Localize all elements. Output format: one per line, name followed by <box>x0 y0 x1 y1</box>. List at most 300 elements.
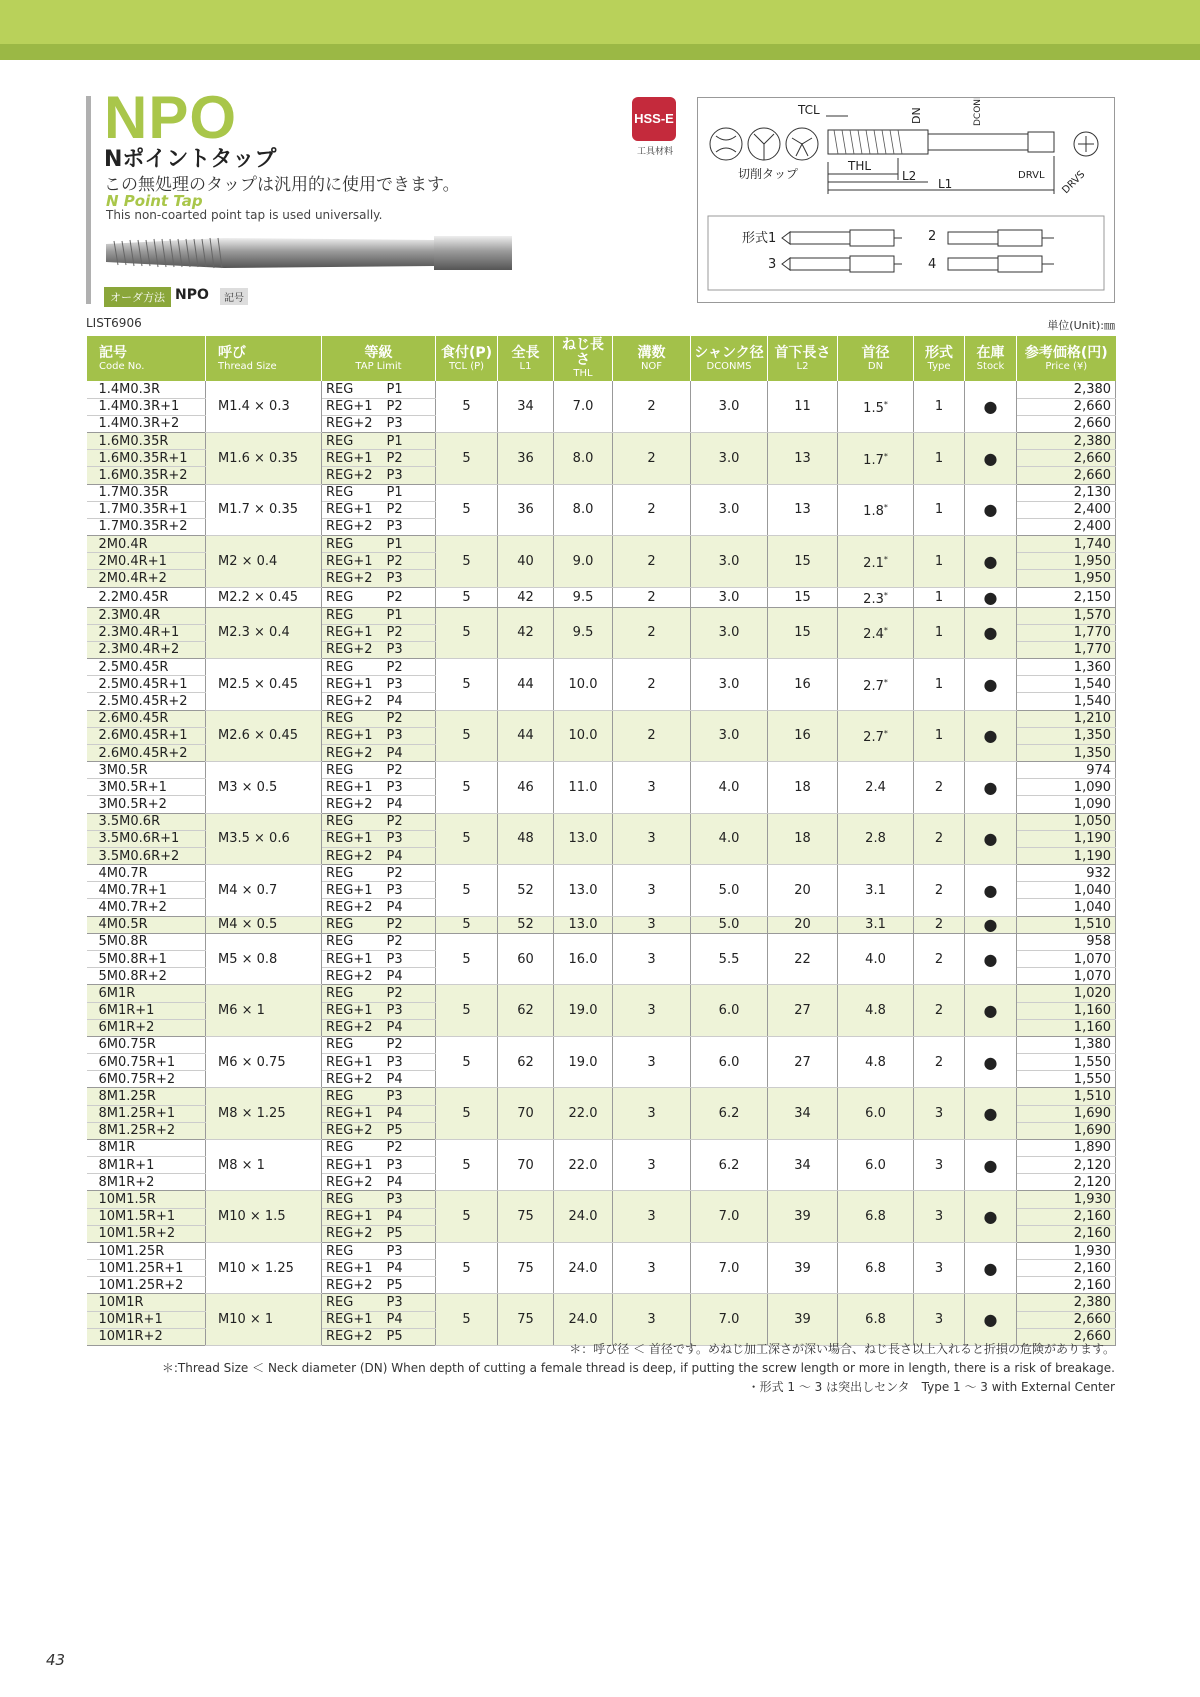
col-l1: 全長 L1 <box>498 336 554 381</box>
col-nof: 溝数 NOF <box>613 336 691 381</box>
cell-limit-p: P4 <box>379 968 436 985</box>
cell-tcl: 5 <box>436 933 498 985</box>
cell-price: 1,020 <box>1017 985 1116 1002</box>
cell-l2: 27 <box>768 1036 838 1088</box>
cell-nof: 2 <box>613 659 691 711</box>
cell-code: 2.3M0.4R+1 <box>87 624 206 641</box>
cell-price: 2,400 <box>1017 518 1116 535</box>
table-row <box>87 1294 1116 1311</box>
cell-nof: 3 <box>613 1088 691 1140</box>
cell-l2: 15 <box>768 587 838 607</box>
cell-limit: REG+1 <box>322 450 379 467</box>
cell-l1: 44 <box>498 659 554 711</box>
cell-price: 1,570 <box>1017 607 1116 624</box>
cell-l1: 70 <box>498 1088 554 1140</box>
cell-limit: REG <box>322 1294 379 1311</box>
cell-price: 1,380 <box>1017 1036 1116 1053</box>
cell-l2: 34 <box>768 1139 838 1191</box>
dimension-diagram <box>697 97 1115 303</box>
cell-limit: REG+1 <box>322 398 379 415</box>
cell-limit: REG+1 <box>322 830 379 847</box>
cell-thread-size: M1.7 × 0.35 <box>206 484 322 536</box>
cell-dn <box>838 762 914 814</box>
cell-l1: 34 <box>498 381 554 433</box>
cell-limit: REG+2 <box>322 1225 379 1242</box>
cell-thread-size: M2.5 × 0.45 <box>206 659 322 711</box>
cell-code: 5M0.8R <box>87 933 206 950</box>
cell-stock: ● <box>965 916 1017 933</box>
cell-nof: 3 <box>613 1139 691 1191</box>
cell-limit: REG+2 <box>322 693 379 710</box>
cell-limit: REG+1 <box>322 1311 379 1328</box>
cell-type: 3 <box>914 1242 965 1294</box>
cell-stock: ● <box>965 1242 1017 1294</box>
dn-value: 1.8 <box>863 504 884 520</box>
cell-price: 1,950 <box>1017 553 1116 570</box>
table-row <box>87 762 1116 779</box>
cell-stock: ● <box>965 985 1017 1037</box>
cell-dconms: 7.0 <box>691 1191 768 1243</box>
cell-price: 1,690 <box>1017 1122 1116 1139</box>
cell-dconms: 3.0 <box>691 381 768 433</box>
cell-limit-p: P4 <box>379 1019 436 1036</box>
cell-limit-p: P4 <box>379 1071 436 1088</box>
cell-type: 2 <box>914 985 965 1037</box>
col-code: 記号 Code No. <box>87 336 206 381</box>
cell-type: 1 <box>914 433 965 485</box>
cell-stock: ● <box>965 1139 1017 1191</box>
cell-limit: REG+1 <box>322 1208 379 1225</box>
cell-limit-p: P3 <box>379 1294 436 1311</box>
cell-limit-p: P3 <box>379 676 436 693</box>
cell-limit: REG <box>322 1242 379 1259</box>
cell-code: 2.6M0.45R+1 <box>87 727 206 744</box>
cell-thread-size: M6 × 1 <box>206 985 322 1037</box>
cell-l1: 75 <box>498 1294 554 1346</box>
cell-tcl: 5 <box>436 659 498 711</box>
cell-dconms: 3.0 <box>691 659 768 711</box>
table-row <box>87 1242 1116 1259</box>
cell-stock: ● <box>965 1294 1017 1346</box>
cell-limit: REG <box>322 433 379 450</box>
cell-limit-p: P4 <box>379 1260 436 1277</box>
cell-limit-p: P3 <box>379 1088 436 1105</box>
table-row <box>87 813 1116 830</box>
cell-thread-size: M1.4 × 0.3 <box>206 381 322 433</box>
note-en: ＊:Thread Size ＜ Neck diameter (DN) When depth of cutting a female thread is deep, if putting the screw length or more in length, there is a risk of breakage. <box>161 1361 1115 1375</box>
cell-limit: REG <box>322 1088 379 1105</box>
cell-type: 3 <box>914 1139 965 1191</box>
cell-thread-size: M2.2 × 0.45 <box>206 587 322 607</box>
order-method-badge: オーダ方法 <box>104 287 171 307</box>
cell-limit: REG+2 <box>322 641 379 658</box>
product-desc-jp: この無処理のタップは汎用的に使用できます。 <box>104 175 460 195</box>
cell-limit: REG+2 <box>322 1071 379 1088</box>
dn-mark: * <box>883 554 888 564</box>
cell-code: 6M0.75R <box>87 1036 206 1053</box>
cell-price: 2,660 <box>1017 467 1116 484</box>
cell-price: 2,120 <box>1017 1174 1116 1191</box>
cell-dconms: 7.0 <box>691 1242 768 1294</box>
cell-code: 10M1.5R <box>87 1191 206 1208</box>
cell-limit: REG+1 <box>322 1157 379 1174</box>
cell-price: 1,040 <box>1017 882 1116 899</box>
cell-code: 8M1.25R+1 <box>87 1105 206 1122</box>
cell-price: 1,930 <box>1017 1191 1116 1208</box>
cell-dn <box>838 1088 914 1140</box>
cell-stock: ● <box>965 710 1017 762</box>
cell-thl: 22.0 <box>554 1139 613 1191</box>
label-l1: L1 <box>938 177 953 191</box>
cell-tcl: 5 <box>436 433 498 485</box>
cell-code: 8M1R <box>87 1139 206 1156</box>
cell-limit: REG+2 <box>322 968 379 985</box>
type-1-label: 1 <box>768 231 777 246</box>
table-row <box>87 933 1116 950</box>
cell-code: 1.7M0.35R+2 <box>87 518 206 535</box>
cell-limit-p: P4 <box>379 899 436 916</box>
cell-type: 1 <box>914 536 965 588</box>
cell-limit-p: P3 <box>379 830 436 847</box>
cell-l1: 48 <box>498 813 554 865</box>
label-drvs: DRVS <box>1060 169 1088 197</box>
cell-limit-p: P2 <box>379 1036 436 1053</box>
order-code: NPO <box>175 287 209 303</box>
table-row <box>87 381 1116 398</box>
cell-thl: 24.0 <box>554 1191 613 1243</box>
cell-thread-size: M3.5 × 0.6 <box>206 813 322 865</box>
cell-tcl: 5 <box>436 484 498 536</box>
dn-value: 1.5 <box>863 401 884 416</box>
product-desc-en: This non-coarted point tap is used universally. <box>106 208 383 222</box>
dn-mark: * <box>883 503 888 513</box>
cell-tcl: 5 <box>436 916 498 933</box>
cell-dconms: 3.0 <box>691 710 768 762</box>
cell-thl: 16.0 <box>554 933 613 985</box>
cell-tcl: 5 <box>436 985 498 1037</box>
cell-price: 932 <box>1017 865 1116 882</box>
cell-price: 1,190 <box>1017 830 1116 847</box>
cell-stock: ● <box>965 1191 1017 1243</box>
cell-thl: 11.0 <box>554 762 613 814</box>
cell-limit-p: P2 <box>379 710 436 727</box>
cell-limit-p: P3 <box>379 727 436 744</box>
cell-type: 2 <box>914 916 965 933</box>
cell-stock: ● <box>965 762 1017 814</box>
label-dn: DN <box>910 107 923 124</box>
cell-price: 1,930 <box>1017 1242 1116 1259</box>
cell-limit: REG <box>322 1139 379 1156</box>
dn-mark: * <box>883 451 888 461</box>
cell-thl: 10.0 <box>554 710 613 762</box>
cell-limit-p: P5 <box>379 1122 436 1139</box>
dn-value: 3.1 <box>865 917 886 933</box>
cell-l1: 42 <box>498 587 554 607</box>
cell-code: 2.5M0.45R+1 <box>87 676 206 693</box>
dn-value: 4.8 <box>865 1054 886 1070</box>
cell-price: 1,070 <box>1017 951 1116 968</box>
cell-tcl: 5 <box>436 1242 498 1294</box>
cell-type: 1 <box>914 607 965 659</box>
table-row <box>87 587 1116 607</box>
cell-type: 2 <box>914 865 965 917</box>
cell-limit: REG+1 <box>322 1054 379 1071</box>
cell-limit-p: P2 <box>379 865 436 882</box>
cell-code: 2.2M0.45R <box>87 587 206 607</box>
cell-price: 2,400 <box>1017 501 1116 518</box>
type-2-label: 2 <box>928 229 937 244</box>
cell-price: 1,770 <box>1017 624 1116 641</box>
cell-limit-p: P1 <box>379 433 436 450</box>
cell-dconms: 3.0 <box>691 536 768 588</box>
cell-l1: 36 <box>498 484 554 536</box>
cell-price: 1,550 <box>1017 1054 1116 1071</box>
cell-code: 6M0.75R+2 <box>87 1071 206 1088</box>
cell-code: 3.5M0.6R+2 <box>87 847 206 864</box>
cell-limit-p: P1 <box>379 381 436 398</box>
cell-dn <box>838 433 914 485</box>
cell-dn <box>838 1139 914 1191</box>
table-header-row <box>87 336 1116 381</box>
cell-nof: 3 <box>613 762 691 814</box>
cell-limit: REG+2 <box>322 744 379 761</box>
dn-value: 2.1 <box>863 555 884 571</box>
cell-limit: REG+2 <box>322 1174 379 1191</box>
cell-dn <box>838 484 914 536</box>
cell-price: 1,360 <box>1017 659 1116 676</box>
cell-l1: 46 <box>498 762 554 814</box>
cell-dconms: 6.2 <box>691 1088 768 1140</box>
dn-value: 2.4 <box>865 779 886 795</box>
cell-l2: 39 <box>768 1242 838 1294</box>
cell-type: 3 <box>914 1088 965 1140</box>
cell-l2: 16 <box>768 659 838 711</box>
cell-code: 10M1.25R+1 <box>87 1260 206 1277</box>
cell-code: 1.6M0.35R+2 <box>87 467 206 484</box>
cell-price: 1,510 <box>1017 916 1116 933</box>
cell-limit-p: P1 <box>379 536 436 553</box>
cell-code: 5M0.8R+1 <box>87 951 206 968</box>
cell-limit-p: P2 <box>379 916 436 933</box>
material-badge: HSS-E <box>632 97 676 141</box>
cell-limit: REG+2 <box>322 1019 379 1036</box>
dn-mark: * <box>883 729 888 739</box>
cell-price: 1,540 <box>1017 676 1116 693</box>
cell-type: 1 <box>914 381 965 433</box>
cell-type: 1 <box>914 710 965 762</box>
cell-code: 10M1R+2 <box>87 1328 206 1345</box>
cell-code: 5M0.8R+2 <box>87 968 206 985</box>
product-name-en: N Point Tap <box>106 192 203 210</box>
cell-thl: 19.0 <box>554 985 613 1037</box>
cell-limit: REG <box>322 484 379 501</box>
cell-l1: 40 <box>498 536 554 588</box>
cell-limit-p: P1 <box>379 484 436 501</box>
cell-code: 1.4M0.3R+2 <box>87 415 206 432</box>
cell-stock: ● <box>965 484 1017 536</box>
cell-limit-p: P2 <box>379 985 436 1002</box>
cell-nof: 2 <box>613 587 691 607</box>
cell-type: 3 <box>914 1191 965 1243</box>
cell-dconms: 3.0 <box>691 433 768 485</box>
page-number: 43 <box>46 1651 66 1669</box>
cell-l1: 70 <box>498 1139 554 1191</box>
cell-limit-p: P2 <box>379 813 436 830</box>
cell-thread-size: M1.6 × 0.35 <box>206 433 322 485</box>
cell-limit-p: P2 <box>379 1139 436 1156</box>
cell-limit: REG <box>322 607 379 624</box>
cell-limit: REG <box>322 659 379 676</box>
cell-nof: 3 <box>613 916 691 933</box>
cell-tcl: 5 <box>436 1294 498 1346</box>
dn-value: 2.7 <box>863 730 884 746</box>
cell-price: 2,160 <box>1017 1208 1116 1225</box>
cell-l1: 44 <box>498 710 554 762</box>
cell-l1: 60 <box>498 933 554 985</box>
cell-code: 2.5M0.45R+2 <box>87 693 206 710</box>
cell-limit-p: P4 <box>379 847 436 864</box>
cell-l1: 52 <box>498 865 554 917</box>
col-stock: 在庫 Stock <box>965 336 1017 381</box>
cell-tcl: 5 <box>436 1036 498 1088</box>
cell-code: 3M0.5R+1 <box>87 779 206 796</box>
dn-value: 4.0 <box>865 951 886 967</box>
cell-dn <box>838 813 914 865</box>
cell-dconms: 6.0 <box>691 985 768 1037</box>
cell-limit-p: P2 <box>379 624 436 641</box>
cell-l1: 52 <box>498 916 554 933</box>
dn-value: 3.1 <box>865 882 886 898</box>
type-4-label: 4 <box>928 257 937 272</box>
cell-dn <box>838 933 914 985</box>
cell-dn <box>838 916 914 933</box>
table-row <box>87 1036 1116 1053</box>
cell-code: 2.6M0.45R <box>87 710 206 727</box>
cell-limit-p: P3 <box>379 882 436 899</box>
cell-stock: ● <box>965 933 1017 985</box>
cell-thread-size: M8 × 1 <box>206 1139 322 1191</box>
tap-photo-icon <box>104 228 514 278</box>
cell-price: 2,660 <box>1017 398 1116 415</box>
cell-thl: 9.0 <box>554 536 613 588</box>
cell-limit-p: P3 <box>379 1191 436 1208</box>
cell-limit-p: P2 <box>379 398 436 415</box>
cell-code: 3M0.5R <box>87 762 206 779</box>
cell-l2: 18 <box>768 762 838 814</box>
cell-code: 10M1.5R+1 <box>87 1208 206 1225</box>
cell-thl: 9.5 <box>554 587 613 607</box>
cell-code: 3M0.5R+2 <box>87 796 206 813</box>
cell-l2: 27 <box>768 985 838 1037</box>
cut-tap-label: 切削タップ <box>738 167 799 181</box>
table-row <box>87 710 1116 727</box>
cell-limit-p: P4 <box>379 1311 436 1328</box>
table-row <box>87 865 1116 882</box>
cell-price: 1,160 <box>1017 1019 1116 1036</box>
cell-type: 2 <box>914 762 965 814</box>
label-dconms: DCONMS <box>973 98 983 126</box>
cell-code: 2.3M0.4R+2 <box>87 641 206 658</box>
cell-thread-size: M2.3 × 0.4 <box>206 607 322 659</box>
cell-price: 1,070 <box>1017 968 1116 985</box>
table-row <box>87 916 1116 933</box>
col-price: 参考価格(円) Price (¥) <box>1017 336 1116 381</box>
col-thl: ねじ長さ THL <box>554 336 613 381</box>
cell-nof: 2 <box>613 607 691 659</box>
cell-limit: REG+1 <box>322 676 379 693</box>
cell-dn <box>838 381 914 433</box>
cell-limit: REG+1 <box>322 1260 379 1277</box>
cell-thl: 7.0 <box>554 381 613 433</box>
cell-price: 974 <box>1017 762 1116 779</box>
cell-code: 4M0.5R <box>87 916 206 933</box>
cell-limit: REG+2 <box>322 847 379 864</box>
cell-code: 1.7M0.35R+1 <box>87 501 206 518</box>
cell-l1: 75 <box>498 1191 554 1243</box>
label-tcl: TCL <box>798 103 820 117</box>
cell-l2: 13 <box>768 484 838 536</box>
cell-price: 2,160 <box>1017 1277 1116 1294</box>
cell-dconms: 4.0 <box>691 762 768 814</box>
cell-limit: REG <box>322 985 379 1002</box>
cell-thl: 24.0 <box>554 1294 613 1346</box>
cell-type: 1 <box>914 659 965 711</box>
cell-price: 1,050 <box>1017 813 1116 830</box>
dn-mark: * <box>883 626 888 636</box>
cell-tcl: 5 <box>436 607 498 659</box>
cell-stock: ● <box>965 813 1017 865</box>
cell-type: 2 <box>914 933 965 985</box>
cell-nof: 2 <box>613 381 691 433</box>
dn-value: 4.8 <box>865 1003 886 1019</box>
cell-price: 2,160 <box>1017 1260 1116 1277</box>
cell-l2: 11 <box>768 381 838 433</box>
cell-tcl: 5 <box>436 710 498 762</box>
cell-stock: ● <box>965 381 1017 433</box>
cell-limit-p: P5 <box>379 1225 436 1242</box>
cell-limit-p: P4 <box>379 1174 436 1191</box>
cell-code: 4M0.7R+2 <box>87 899 206 916</box>
cell-price: 1,350 <box>1017 744 1116 761</box>
cell-code: 6M0.75R+1 <box>87 1054 206 1071</box>
cell-price: 1,350 <box>1017 727 1116 744</box>
cell-thread-size: M10 × 1.5 <box>206 1191 322 1243</box>
cell-price: 1,690 <box>1017 1105 1116 1122</box>
cell-limit: REG+2 <box>322 796 379 813</box>
cell-limit-p: P3 <box>379 1002 436 1019</box>
cell-limit-p: P2 <box>379 450 436 467</box>
cell-price: 1,540 <box>1017 693 1116 710</box>
cell-limit: REG+1 <box>322 553 379 570</box>
cell-limit: REG+2 <box>322 1277 379 1294</box>
cell-limit: REG+1 <box>322 779 379 796</box>
cell-tcl: 5 <box>436 762 498 814</box>
cell-nof: 2 <box>613 484 691 536</box>
cell-price: 1,090 <box>1017 779 1116 796</box>
cell-l2: 39 <box>768 1191 838 1243</box>
table-row <box>87 607 1116 624</box>
table-body <box>87 381 1116 1345</box>
cell-price: 1,090 <box>1017 796 1116 813</box>
cell-dn <box>838 1191 914 1243</box>
cell-limit: REG+2 <box>322 518 379 535</box>
cell-thl: 9.5 <box>554 607 613 659</box>
top-band-lower <box>0 44 1200 60</box>
cell-limit-p: P3 <box>379 1157 436 1174</box>
dn-value: 1.7 <box>863 452 884 468</box>
dn-value: 6.0 <box>865 1157 886 1173</box>
cell-l2: 22 <box>768 933 838 985</box>
